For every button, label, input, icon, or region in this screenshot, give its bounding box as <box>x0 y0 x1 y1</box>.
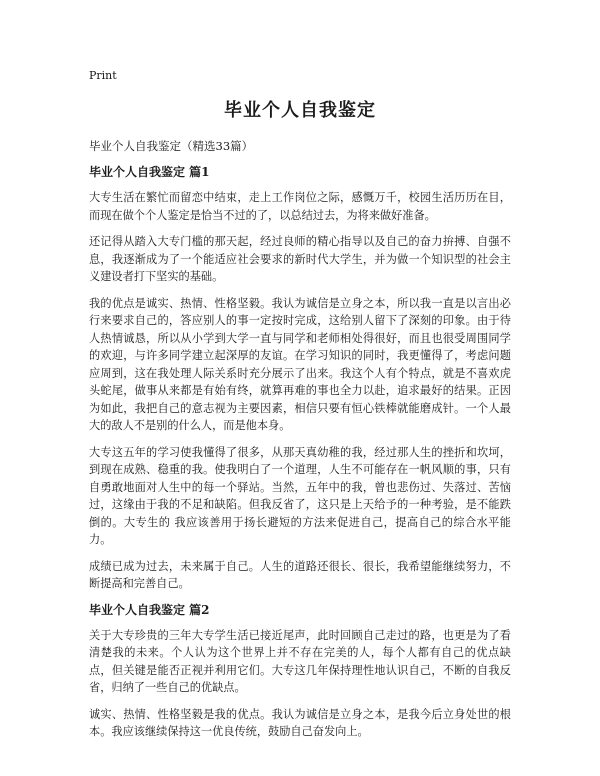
section-heading: 毕业个人自我鉴定 篇1 <box>89 165 210 179</box>
document-subtitle: 毕业个人自我鉴定（精选33篇） <box>89 139 254 153</box>
paragraph: 诚实、热情、性格坚毅是我的优点。我认为诚信是立身之本，是我今后立身处世的根本。我应该继续保持这一优良传统，鼓励自己奋发向上。 <box>89 707 511 738</box>
print-label[interactable]: Print <box>89 69 117 82</box>
paragraph: 大专生活在繁忙而留恋中结束，走上工作岗位之际，感慨万千，校园生活历历在目，而现在做个个人鉴定是恰当不过的了，以总结过去，为将来做好准备。 <box>89 191 511 222</box>
document-page <box>89 68 511 750</box>
paragraph: 关于大专珍贵的三年大专学生活已接近尾声，此时回顾自己走过的路，也更是为了看清楚我的未来。个人认为这个世界上并不存在完美的人，每个人都有自己的优点缺点，但关键是能否正视并利用它们。大专这几年保持理性地认识自己，不断的自我反省，归纳了一些自己的优缺点。 <box>89 628 511 694</box>
paragraph: 成绩已成为过去，未来属于自己。人生的道路还很长、很长，我希望能继续努力，不断提高和完善自己。 <box>89 559 511 590</box>
paragraph: 大专这五年的学习使我懂得了很多，从那天真幼稚的我，经过那人生的挫折和坎坷，到现在成熟、稳重的我。使我明白了一个道理，人生不可能存在一帆风顺的事，只有自勇敢地面对人生中的每一个驿站。当然，五年中的我，曾也悲伤过、失落过、苦恼过，这缘由于我的不足和缺陷。但我反省了，这只是上天给予的一种考验，是不能跌倒的。大专生的 我应该善用于扬长避短的方法来促进自己，提高自己的综合水平能力。 <box>89 445 511 546</box>
paragraph: 还记得从踏入大专门槛的那天起，经过良师的精心指导以及自己的奋力拚搏、自强不息，我逐渐成为了一个能适应社会要求的新时代大学生，并为做一个知识型的社会主义建设者打下坚实的基础。 <box>89 235 511 283</box>
section-1 <box>89 164 511 593</box>
page-title: 毕业个人自我鉴定 <box>224 100 376 121</box>
section-heading: 毕业个人自我鉴定 篇2 <box>89 602 210 617</box>
section-2 <box>89 602 511 741</box>
paragraph: 我的优点是诚实、热情、性格坚毅。我认为诚信是立身之本，所以我一直是以言出必行来要求自己的，答应别人的事一定按时完成，这给别人留下了深刻的印象。由于待人热情诚恳，所以从小学到大学一直与同学和老师相处得很好，而且也很受周围同学的欢迎，与许多同学建立起深厚的友谊。在学习知识的同时，我更懂得了，考虑问题应周到，这在我处理人际关系时充分展示了出来。我这个人有个特点，就是不喜欢虎头蛇尾，做事从来都是有始有终，就算再难的事也全力以赴，追求最好的结果。正因为如此，我把自己的意志视为主要因素，相信只要有恒心铁棒就能磨成针。一个人最大的敌人不是别的什么人，而是他本身。 <box>89 296 511 432</box>
